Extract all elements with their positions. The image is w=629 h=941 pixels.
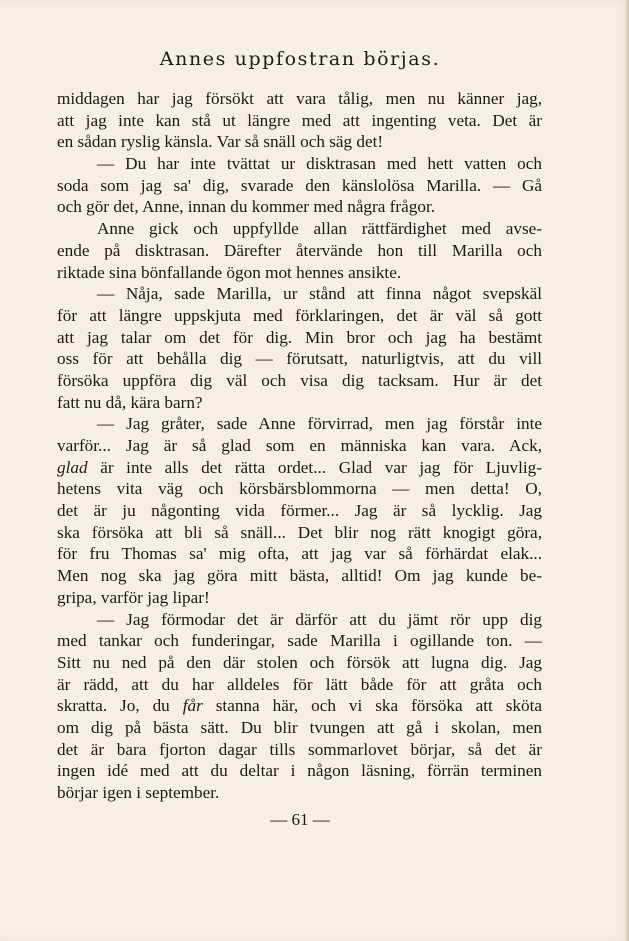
text-line: — Du har inte tvättat ur disktrasan med hett vatten och [97, 154, 542, 174]
text-line: att jag talar om det för dig. Min bror och jag ha bestämt [57, 327, 542, 347]
text-line: det är bara fjorton dagar tills sommarlovet börjar, så det är [57, 739, 542, 759]
text-line: Sitt nu ned på den där stolen och försök att lugna dig. Jag [57, 652, 542, 672]
text-line: oss för att behålla dig — förutsatt, naturligtvis, att du vill [57, 349, 542, 369]
text-line: för fru Thomas sa' mig ofta, att jag var så förhärdat elak... [57, 544, 542, 564]
text-line: börjar igen i september. [57, 783, 220, 802]
text-line: Men nog ska jag göra mitt bästa, alltid! Om jag kunde be- [57, 566, 542, 586]
text-line: — Nåja, sade Marilla, ur stånd att finna något svepskäl [97, 284, 542, 304]
text-line: skratta. Jo, du får stanna här, och vi ska försöka att sköta [57, 696, 542, 716]
text-line: — Jag gråter, sade Anne förvirrad, men jag förstår inte [97, 414, 542, 434]
text-line: middagen har jag försökt att vara tålig, men nu känner jag, [57, 89, 542, 108]
page-edge-shadow [625, 0, 629, 941]
text-line: ska försöka att bli så snäll... Det blir nog rätt knogigt göra, [57, 522, 542, 542]
text-line: varför... Jag är så glad som en människa kan vara. Ack, [57, 436, 542, 455]
text-line: riktade sina bönfallande ögon mot hennes ansikte. [57, 262, 402, 282]
text-line: hetens vita väg och körsbärsblommorna — men detta! O, [57, 479, 542, 499]
body-text [57, 88, 542, 804]
running-header: Annes uppfostran börjas. [159, 48, 441, 70]
text-line: — Jag förmodar det är därför att du jämt rör upp dig [97, 609, 542, 629]
text-line: ingen idé med att du deltar i någon läsning, förrän terminen [57, 761, 542, 781]
text-line: för att längre uppskjuta med förklaringen, det är väl så gott [57, 305, 542, 325]
text-line: fatt nu då, kära barn? [57, 392, 203, 412]
text-line: glad är inte alls det rätta ordet... Glad var jag för Ljuvlig- [57, 457, 542, 477]
text-line: att jag inte kan stå ut längre med att ingenting veta. Det är [57, 110, 542, 130]
text-line: med tankar och funderingar, sade Marilla i ogillande ton. — [57, 631, 542, 651]
text-line: är rädd, att du har alldeles för lätt både för att gråta och [57, 674, 542, 694]
text-line: soda som jag sa' dig, svarade den känslolösa Marilla. — Gå [57, 175, 542, 195]
text-line: gripa, varför jag lipar! [57, 587, 210, 607]
text-line: en sådan ryslig känsla. Var så snäll och säg det! [57, 132, 384, 152]
text-line: försöka uppföra dig väl och visa dig tacksam. Hur är det [57, 370, 542, 390]
text-line: Anne gick och uppfyllde allan rättfärdighet med avse- [97, 219, 542, 239]
text-line: det är ju någonting vida förmer... Jag är så lycklig. Jag [57, 501, 542, 521]
text-line: om dig på bästa sätt. Du blir tvungen att gå i skolan, men [57, 717, 542, 737]
text-line: ende på disktrasan. Därefter återvände hon till Marilla och [57, 240, 542, 260]
page-number: — 61 — [270, 810, 330, 829]
text-line: och gör det, Anne, innan du kommer med några frågor. [57, 197, 436, 217]
